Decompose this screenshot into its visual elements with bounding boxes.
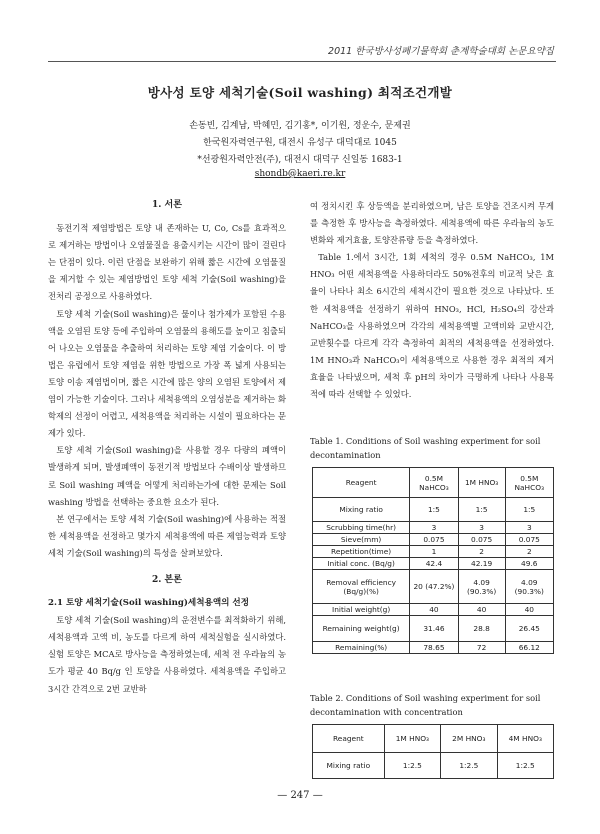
table-header: 2M HNO₃ [441, 725, 497, 753]
paragraph: 여 정치시킨 후 상등액을 분리하였으며, 남은 토양을 건조시켜 무게를 측정한 후 방사능을 측정하였다. 세척용액에 따른 우라늄의 농도변화와 제거효율, 토양잔류량 등을 측정하였다. [310, 201, 554, 246]
table-cell: 1:2.5 [441, 753, 497, 779]
table-2-caption: Table 2. Conditions of Soil washing experiment for soil decontamination with concentration [310, 693, 541, 717]
header-rule [48, 61, 556, 62]
table-header: 4M HNO₃ [497, 725, 553, 753]
section-heading-body: 2. 본론 [152, 574, 182, 585]
table-cell: 40 [505, 604, 553, 616]
table-cell: 0.075 [505, 534, 553, 546]
table-header: Reagent [313, 468, 410, 498]
paragraph: 본 연구에서는 토양 세척 기술(Soil washing)에 사용하는 적절한 세척용액을 선정하고 몇가지 세척용액에 따른 제염능력과 토양 세척 기술(Soil washing)의 특성을 살펴보았다. [48, 513, 286, 558]
table-1-caption: Table 1. Conditions of Soil washing experiment for soil decontamination [310, 436, 541, 460]
table-cell: 1:2.5 [384, 753, 440, 779]
table-cell: 1:5 [505, 498, 553, 522]
paragraph: 토양 세척 기술(Soil washing)의 운전변수를 최적화하기 위해, 세척용액과 고액 비, 농도를 다르게 하여 세척실험을 실시하였다. 실험 토양은 MCA로 방사능을 측정하였는데, 세척 전 우라늄의 농도가 평균 40 Bq/g 인 토양을 사용하였다. 세척용액을 주입하고 3시간 간격으로 2번 교반하 [48, 615, 286, 694]
table-cell: Remaining(%) [313, 642, 410, 654]
table-cell: 28.8 [458, 616, 505, 642]
table-cell: 1:2.5 [497, 753, 553, 779]
table-cell: 3 [410, 522, 458, 534]
table-cell: 20 (47.2%) [410, 570, 458, 604]
paper-title: 방사성 토양 세척기술(Soil washing) 최적조건개발 [147, 85, 453, 100]
table-cell: 1:5 [458, 498, 505, 522]
table-cell: Mixing ratio [313, 753, 385, 779]
table-cell: 2 [505, 546, 553, 558]
table-cell: 0.075 [458, 534, 505, 546]
table-cell: 66.12 [505, 642, 553, 654]
affiliation-2: *선광원자력안전(주), 대전시 대덕구 신일동 1683-1 [197, 155, 403, 165]
table-cell: 1:5 [410, 498, 458, 522]
table-cell: 40 [410, 604, 458, 616]
left-column [48, 197, 286, 698]
right-column [310, 198, 554, 403]
table-header: 0.5M NaHCO₃ [410, 468, 458, 498]
table-cell: 4.09 (90.3%) [505, 570, 553, 604]
table-cell: 0.075 [410, 534, 458, 546]
table-header: 1M HNO₃ [384, 725, 440, 753]
table-cell: Removal efficiency (Bq/g)(%) [313, 570, 410, 604]
table-cell: 1 [410, 546, 458, 558]
table-cell: Mixing ratio [313, 498, 410, 522]
table-cell: 78.65 [410, 642, 458, 654]
table-header: 0.5M NaHCO₃ [505, 468, 553, 498]
table-cell: 49.6 [505, 558, 553, 570]
author-names: 손동빈, 김계남, 박혜민, 김기홍*, 이기원, 정운수, 문제권 [189, 121, 411, 131]
table-cell: 4.09 (90.3%) [458, 570, 505, 604]
table-cell: 40 [458, 604, 505, 616]
table-cell: 42.4 [410, 558, 458, 570]
table-cell: 72 [458, 642, 505, 654]
table-cell: 3 [458, 522, 505, 534]
table-cell: Repetition(time) [313, 546, 410, 558]
table-cell: Scrubbing time(hr) [313, 522, 410, 534]
running-header: 2011 한국방사성폐기물학회 춘계학술대회 논문요약집 [328, 46, 554, 57]
subsection-heading: 2.1 토양 세척기술(Soil washing)세척용액의 선정 [48, 598, 250, 609]
paragraph: 동전기적 제염방법은 토양 내 존재하는 U, Co, Cs를 효과적으로 제거하는 방법이나 오염물질을 용출시키는 시간이 많이 걸린다는 단점이 있다. 이런 단점을 보완하기 위해 짧은 시간에 오염물질을 제거할 수 있는 제염방법인 토양 세척 기술(Soil washing)을 전처리 공정으로 사용하였다. [48, 223, 286, 302]
table-cell: 31.46 [410, 616, 458, 642]
paragraph: 토양 세척 기술(Soil washing)을 사용할 경우 다량의 폐액이 발생하게 되며, 발생폐액이 동전기적 방법보다 수배이상 발생하므로 Soil washing 폐액을 어떻게 처리하는가에 대한 문제는 Soil washing 방법을 선택하는 중요한 요소가 된다. [48, 445, 286, 507]
section-heading-intro: 1. 서론 [152, 200, 182, 210]
table-cell: 42.19 [458, 558, 505, 570]
table-cell: Initial weight(g) [313, 604, 410, 616]
table-2 [312, 724, 554, 779]
table-cell: Initial conc. (Bq/g) [313, 558, 410, 570]
table-cell: 26.45 [505, 616, 553, 642]
affiliation-1: 한국원자력연구원, 대전시 유성구 대덕대로 1045 [203, 138, 397, 148]
paragraph: Table 1.에서 3시간, 1회 세척의 경우 0.5M NaHCO₃, 1M HNO₃ 어떤 세척용액을 사용하더라도 50%전후의 비교적 낮은 효율이 나타나 최소 6시간의 세척시간이 필요한 것으로 나타났다. 또한 세척용액을 선정하기 위하여 HNO₃, HCl, H₂SO₄의 강산과 NaHCO₃을 사용하였으며 각각의 세척용액별 고액비와 교반시간, 교반횟수를 다르게 각각 측정하여 최적의 세척용액을 선정하였다. 1M HNO₃과 NaHCO₃이 세척용액으로 사용한 경우 최적의 제거효율을 나타냈으며, 세척 후 pH의 차이가 극명하게 나타나 사용목적에 따라 선택할 수 있었다. [310, 252, 554, 400]
author-email: shondb@kaeri.re.kr [254, 169, 346, 179]
page-number: — 247 — [277, 790, 323, 801]
table-cell: Remaining weight(g) [313, 616, 410, 642]
table-cell: 2 [458, 546, 505, 558]
table-header: Reagent [313, 725, 385, 753]
table-cell: Sieve(mm) [313, 534, 410, 546]
table-cell: 3 [505, 522, 553, 534]
table-1 [312, 467, 554, 654]
paragraph: 토양 세척 기술(Soil washing)은 물이나 첨가제가 포함된 수용액을 오염된 토양 등에 주입하여 오염물의 용해도를 높이고 침출되어 나오는 오염물을 추출하여 처리하는 토양 제염 기술이다. 이 방법은 유럽에서 토양 제염을 위한 방법으로 가장 폭 넓게 사용되는 토양 이송 제염법이며, 짧은 시간에 많은 양의 오염된 토양에서 제염이 가능한 기술이다. 그러나 세척용액의 오염성분을 제거하는 화학제의 선정이 어렵고, 세척용액을 처리하는 시설이 필요하다는 문제가 있다. [48, 308, 286, 439]
table-header: 1M HNO₃ [458, 468, 505, 498]
